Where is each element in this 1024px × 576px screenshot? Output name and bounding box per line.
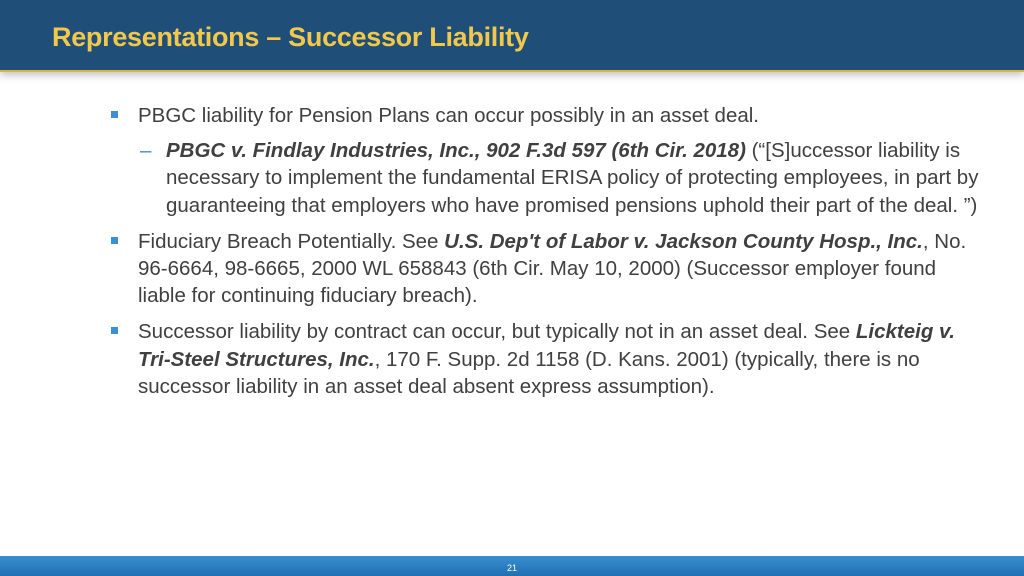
slide-header (0, 0, 1024, 72)
page-number: 21 (506, 563, 517, 573)
sub-bullet-item (108, 137, 988, 219)
bullet-text-pre: Fiduciary Breach Potentially. See (138, 229, 445, 253)
bullet-text-pre: Successor liability by contract can occur, but typically not in an asset deal. See (138, 320, 856, 344)
bullet-item-contract (108, 318, 988, 400)
slide-body (108, 102, 988, 409)
case-citation: U.S. Dep't of Labor v. Jackson County Hosp., Inc. (444, 229, 923, 253)
square-bullet-icon (111, 327, 118, 334)
bullet-item-pbgc (108, 102, 988, 219)
slide-title: Representations – Successor Liability (52, 22, 529, 52)
case-citation: Lickteig v. Tri-Steel Structures, Inc. (138, 320, 956, 371)
bullet-text-post: , No. 96-6664, 98-6665, 2000 WL 658843 (6th Cir. May 10, 2000) (Successor employer found liable for continuing fiduciary breach). (138, 229, 967, 308)
bullet-item-fiduciary (108, 228, 988, 310)
bullet-text: PBGC liability for Pension Plans can occur possibly in an asset deal. (138, 104, 760, 127)
square-bullet-icon (111, 111, 118, 118)
sub-bullet-text: (“[S]uccessor liability is necessary to implement the fundamental ERISA policy of protecting employees, in part by guaranteeing that employers who have promised pensions uphold their part of the deal. ”) (166, 139, 979, 217)
bullet-text-post: , 170 F. Supp. 2d 1158 (D. Kans. 2001) (typically, there is no successor liability in an asset deal absent express assumption). (138, 347, 920, 398)
square-bullet-icon (111, 237, 118, 244)
dash-bullet: – (140, 139, 152, 163)
case-citation: PBGC v. Findlay Industries, Inc., 902 F.3d 597 (6th Cir. 2018) (166, 139, 746, 163)
